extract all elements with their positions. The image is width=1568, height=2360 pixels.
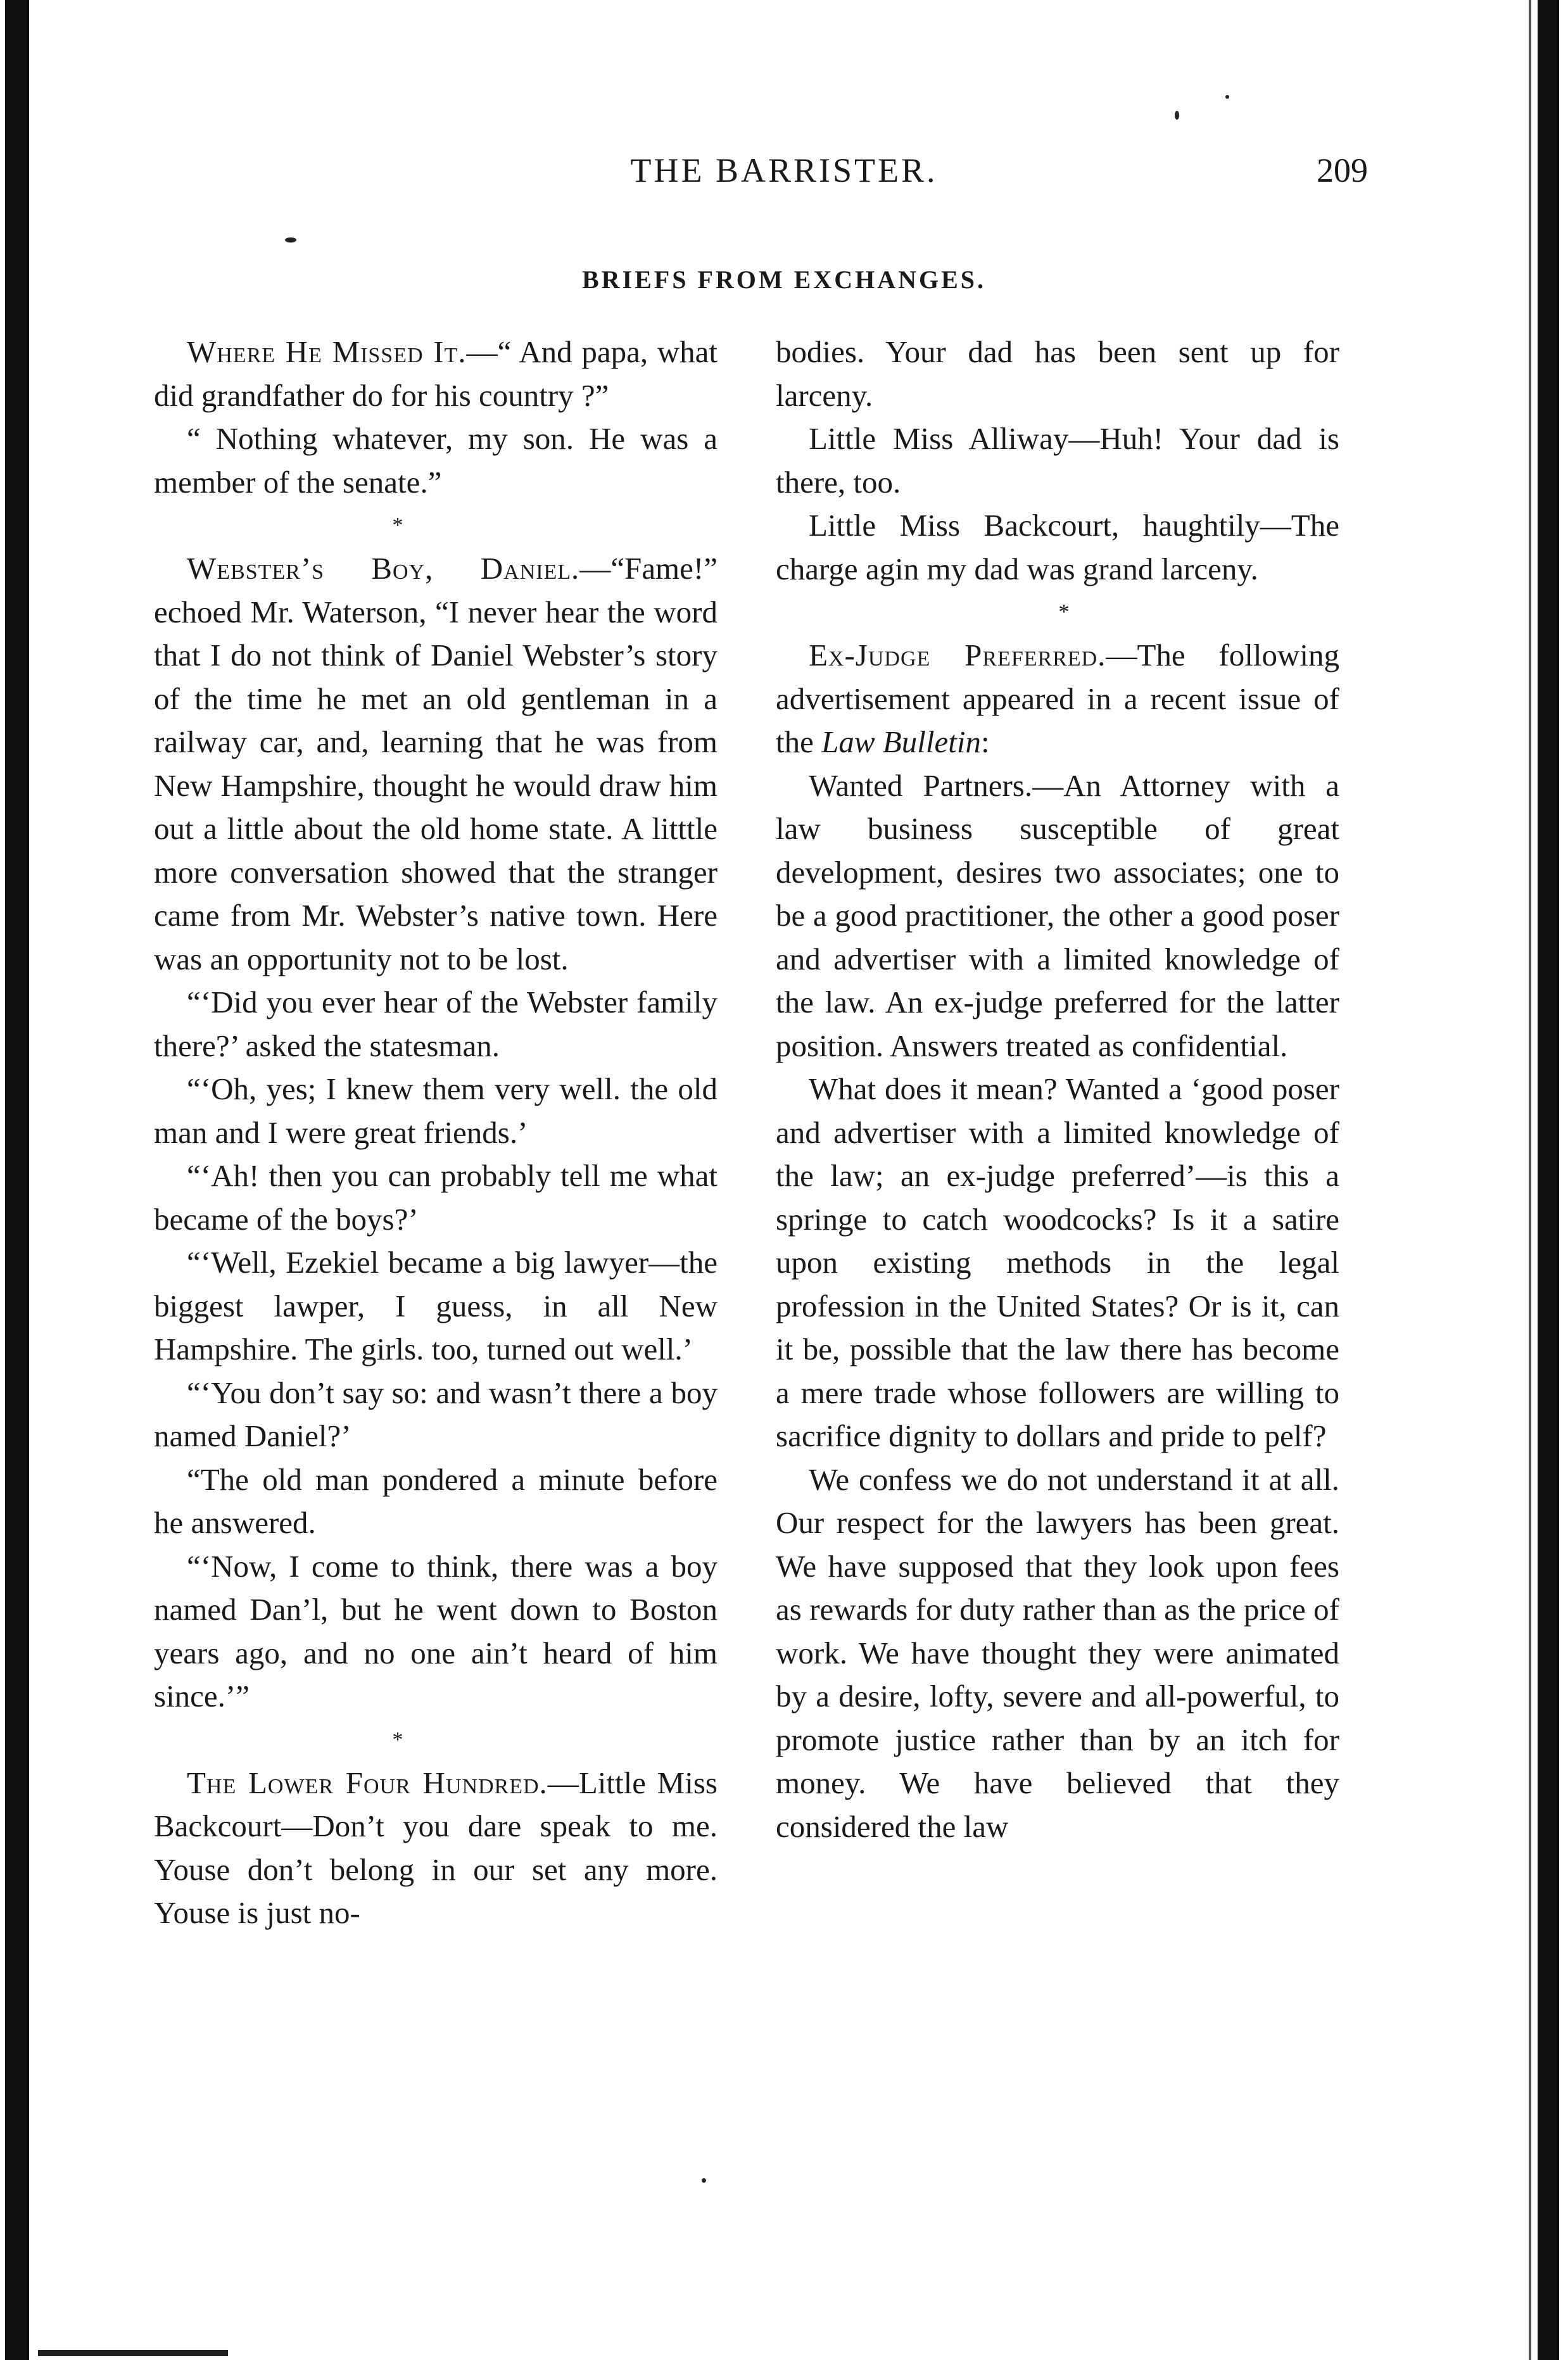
paragraph-text: —The following advertisement appeared in a recent issue of the [776, 638, 1339, 759]
scan-speck [702, 2178, 706, 2183]
paragraph: “ Nothing whatever, my son. He was a member of the senate.” [154, 421, 718, 500]
article-heading: Where He Missed It. [187, 334, 467, 369]
paragraph: We confess we do not understand it at all. Our respect for the lawyers has been great. We have supposed that they look upon fees as rewards for duty rather than as the price of work. We have thought they were animated by a desire, lofty, severe and all-powerful, to promote justice rather than by an itch for money. We have believed that they considered the law [776, 1461, 1339, 1844]
paragraph-text: —“Fame!” echoed Mr. Waterson, “I never hear the word that I do not think of Daniel Webster’s story of the time he met an old gentleman in a railway car, and, learning that he was from New Hampshire, thought he would draw him out a little about the old home state. A litttle more conversation showed that the stranger came from Mr. Webster’s native town. Here was an opportunity not to be lost. [154, 551, 718, 976]
separator-asterisk: * [392, 1727, 403, 1751]
separator-asterisk: * [392, 514, 403, 537]
paragraph-text: —“ And papa, what did grandfather do for his country ?” [154, 334, 718, 413]
scan-edge-right [1538, 0, 1559, 2360]
article-ex-judge-preferred [776, 634, 1339, 764]
paragraph: “‘You don’t say so: and wasn’t there a boy named Daniel?’ [154, 1375, 718, 1453]
paragraph: “‘Oh, yes; I knew them very well. the old man and I were great friends.’ [154, 1071, 718, 1150]
paragraph: What does it mean? Wanted a ‘good poser and advertiser with a limited knowledge of the law; an ex-judge preferred’—is this a springe to catch woodcocks? Is it a satire upon existing methods in the legal profession in the United States? Or is it, can it be, possible that the law there has become a mere trade whose followers are willing to sacrifice dignity to dollars and pride to pelf? [776, 1071, 1339, 1453]
article-heading: The Lower Four Hundred. [187, 1765, 548, 1800]
article-where-he-missed-it [154, 331, 718, 417]
paragraph: Little Miss Backcourt, haughtily—The charge agin my dad was grand larceny. [776, 508, 1339, 586]
scan-speck [1175, 111, 1179, 120]
section-title: BRIEFS FROM EXCHANGES. [581, 265, 987, 294]
paragraph: Little Miss Alliway—Huh! Your dad is there, too. [776, 421, 1339, 500]
right-column [776, 331, 1339, 1848]
separator-asterisk: * [1058, 600, 1070, 624]
article-heading: Ex-Judge Preferred. [809, 638, 1106, 672]
article-lower-four-hundred [154, 1762, 718, 1935]
paragraph-continued: bodies. Your dad has been sent up for larceny. [776, 334, 1339, 413]
article-websters-boy-daniel [154, 547, 718, 981]
paragraph: “‘Well, Ezekiel became a big lawyer—the biggest lawper, I guess, in all New Hampshire. The girls. too, turned out well.’ [154, 1245, 718, 1366]
scan-edge-bottom [38, 2350, 228, 2356]
running-title: THE BARRISTER. [630, 151, 938, 189]
paragraph: “‘Ah! then you can probably tell me what became of the boys?’ [154, 1158, 718, 1237]
paragraph: “The old man pondered a minute before he answered. [154, 1461, 718, 1540]
paragraph: “‘Now, I come to think, there was a boy named Dan’l, but he went down to Boston years ago, and no one ain’t heard of him since.’” [154, 1548, 718, 1713]
scan-speck [285, 237, 296, 243]
article-heading: Webster’s Boy, Daniel. [187, 551, 580, 586]
scan-speck [1225, 95, 1229, 99]
paragraph: “‘Did you ever hear of the Webster family there?’ asked the statesman. [154, 985, 718, 1063]
scan-edge-left [5, 0, 29, 2360]
running-head [0, 151, 1568, 195]
scan-edge-right-inner [1529, 0, 1531, 2360]
paragraph-text: : [980, 724, 990, 759]
publication-name: Law Bulletin [821, 724, 981, 759]
left-column [154, 331, 718, 1935]
page-number: 209 [1317, 151, 1368, 189]
paragraph-text: —Little Miss Backcourt—Don’t you dare speak to me. Youse don’t belong in our set any more. Youse is just no- [154, 1765, 718, 1930]
paragraph: Wanted Partners.—An Attorney with a law business susceptible of great development, desires two associates; one to be a good practitioner, the other a good poser and advertiser with a limited knowledge of the law. An ex-judge preferred for the latter position. Answers treated as confidential. [776, 767, 1339, 1063]
